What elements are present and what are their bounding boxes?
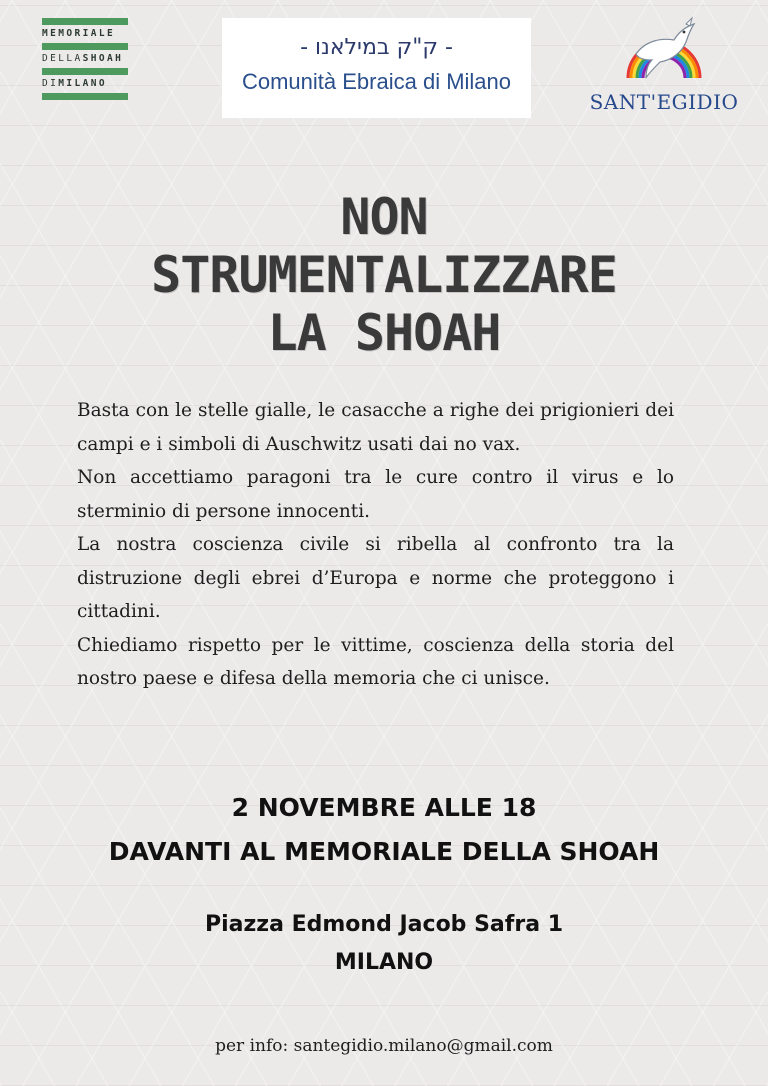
title-line: NON <box>340 188 428 246</box>
logo-line: MEMORIALE <box>42 28 116 39</box>
body-paragraph: Basta con le stelle gialle, le casacche a righe dei prigionieri dei campi e i simboli di Auschwitz usati dai no vax. <box>77 400 674 455</box>
logo-line: DELLASHOAH <box>42 53 124 64</box>
logo-line: DIMILANO <box>42 78 107 89</box>
title-line: LA SHOAH <box>267 304 501 362</box>
event-location: DAVANTI AL MEMORIALE DELLA SHOAH <box>108 837 660 866</box>
logo-bar <box>42 68 128 75</box>
event-date: 2 NOVEMBRE ALLE 18 <box>231 793 537 822</box>
logo-bar <box>42 93 128 100</box>
body-paragraph: La nostra coscienza civile si ribella al confronto tra la distruzione degli ebrei d’Europa e norme che proteggono i cittadini. <box>77 534 674 622</box>
body-text <box>77 394 674 696</box>
address <box>0 906 768 982</box>
contact-info: per info: santegidio.milano@gmail.com <box>215 1036 553 1056</box>
dove-rainbow-icon <box>624 16 704 82</box>
address-city: MILANO <box>334 950 434 975</box>
santegidio-name: SANT'EGIDIO <box>589 90 739 114</box>
memoriale-logo <box>42 18 128 100</box>
title-line: STRUMENTALIZZARE <box>151 246 617 304</box>
comunita-logo <box>222 18 531 118</box>
body-paragraph: Non accettiamo paragoni tra le cure contro il virus e lo sterminio di persone innocenti. <box>77 467 674 522</box>
logo-bar <box>42 43 128 50</box>
event-details <box>0 786 768 874</box>
body-paragraph: Chiediamo rispetto per le vittime, coscienza della storia del nostro paese e difesa della memoria che ci unisce. <box>77 634 674 689</box>
comunita-hebrew: - ק"ק במילאנו - <box>300 35 453 60</box>
santegidio-logo <box>584 16 744 120</box>
comunita-name: Comunità Ebraica di Milano <box>241 69 512 94</box>
logo-bar <box>42 18 128 25</box>
poster-title <box>0 188 768 362</box>
address-street: Piazza Edmond Jacob Safra 1 <box>204 912 564 937</box>
